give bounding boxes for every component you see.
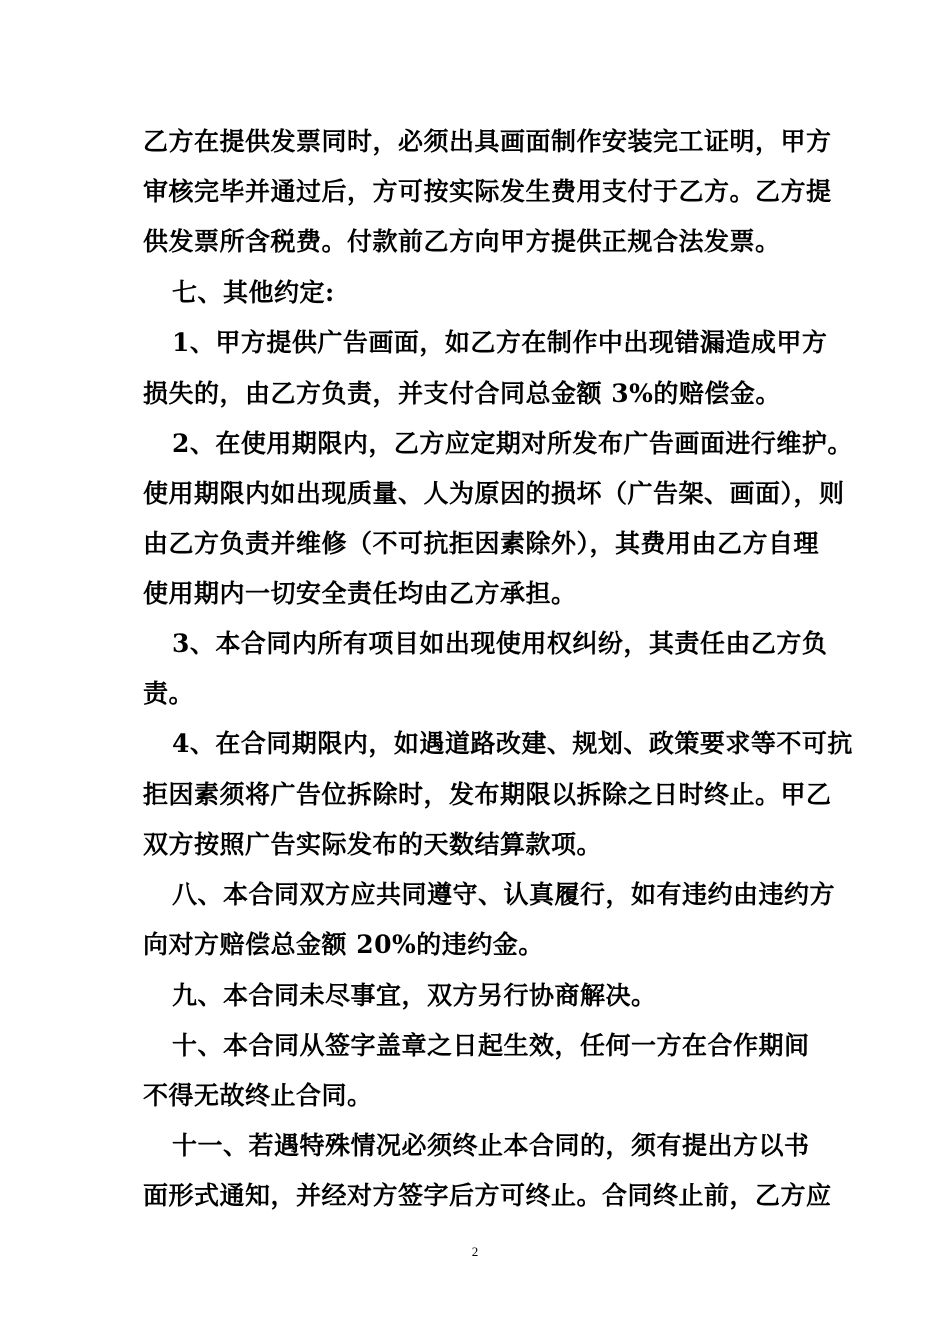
text-line: 2、在使用期限内，乙方应定期对所发布广告画面进行维护。	[172, 429, 853, 458]
text-line: 双方按照广告实际发布的天数结算款项。	[143, 830, 603, 859]
text-line: 向对方赔偿总金额 20%的违约金。	[143, 930, 544, 959]
text-line: 八、本合同双方应共同遵守、认真履行，如有违约由违约方	[172, 880, 836, 909]
text-line: 供发票所含税费。付款前乙方向甲方提供正规合法发票。	[143, 227, 781, 256]
text-line: 使用期内一切安全责任均由乙方承担。	[143, 579, 577, 608]
text-line: 十一、若遇特殊情况必须终止本合同的，须有提出方以书	[172, 1131, 810, 1160]
section-heading: 七、其他约定:	[172, 278, 335, 307]
text-line: 拒因素须将广告位拆除时，发布期限以拆除之日时终止。甲乙	[143, 780, 832, 809]
text-line: 不得无故终止合同。	[143, 1081, 373, 1110]
text-line: 十、本合同从签字盖章之日起生效，任何一方在合作期间	[172, 1031, 810, 1060]
page-number: 2	[471, 1244, 479, 1259]
text-line: 乙方在提供发票同时，必须出具画面制作安装完工证明，甲方	[143, 127, 832, 156]
text-line: 由乙方负责并维修（不可抗拒因素除外），其费用由乙方自理	[143, 529, 820, 558]
text-line: 面形式通知，并经对方签字后方可终止。合同终止前，乙方应	[143, 1181, 832, 1210]
text-line: 3、本合同内所有项目如出现使用权纠纷，其责任由乙方负	[172, 629, 828, 658]
text-line: 使用期限内如出现质量、人为原因的损坏（广告架、画面），则	[143, 479, 845, 508]
text-line: 损失的，由乙方负责，并支付合同总金额 3%的赔偿金。	[143, 379, 781, 408]
text-line: 4、在合同期限内，如遇道路改建、规划、政策要求等不可抗	[172, 729, 853, 758]
text-line: 1、甲方提供广告画面，如乙方在制作中出现错漏造成甲方	[172, 328, 828, 357]
text-line: 审核完毕并通过后，方可按实际发生费用支付于乙方。乙方提	[143, 177, 832, 206]
text-line: 责。	[143, 679, 195, 708]
text-line: 九、本合同未尽事宜，双方另行协商解决。	[172, 981, 657, 1010]
